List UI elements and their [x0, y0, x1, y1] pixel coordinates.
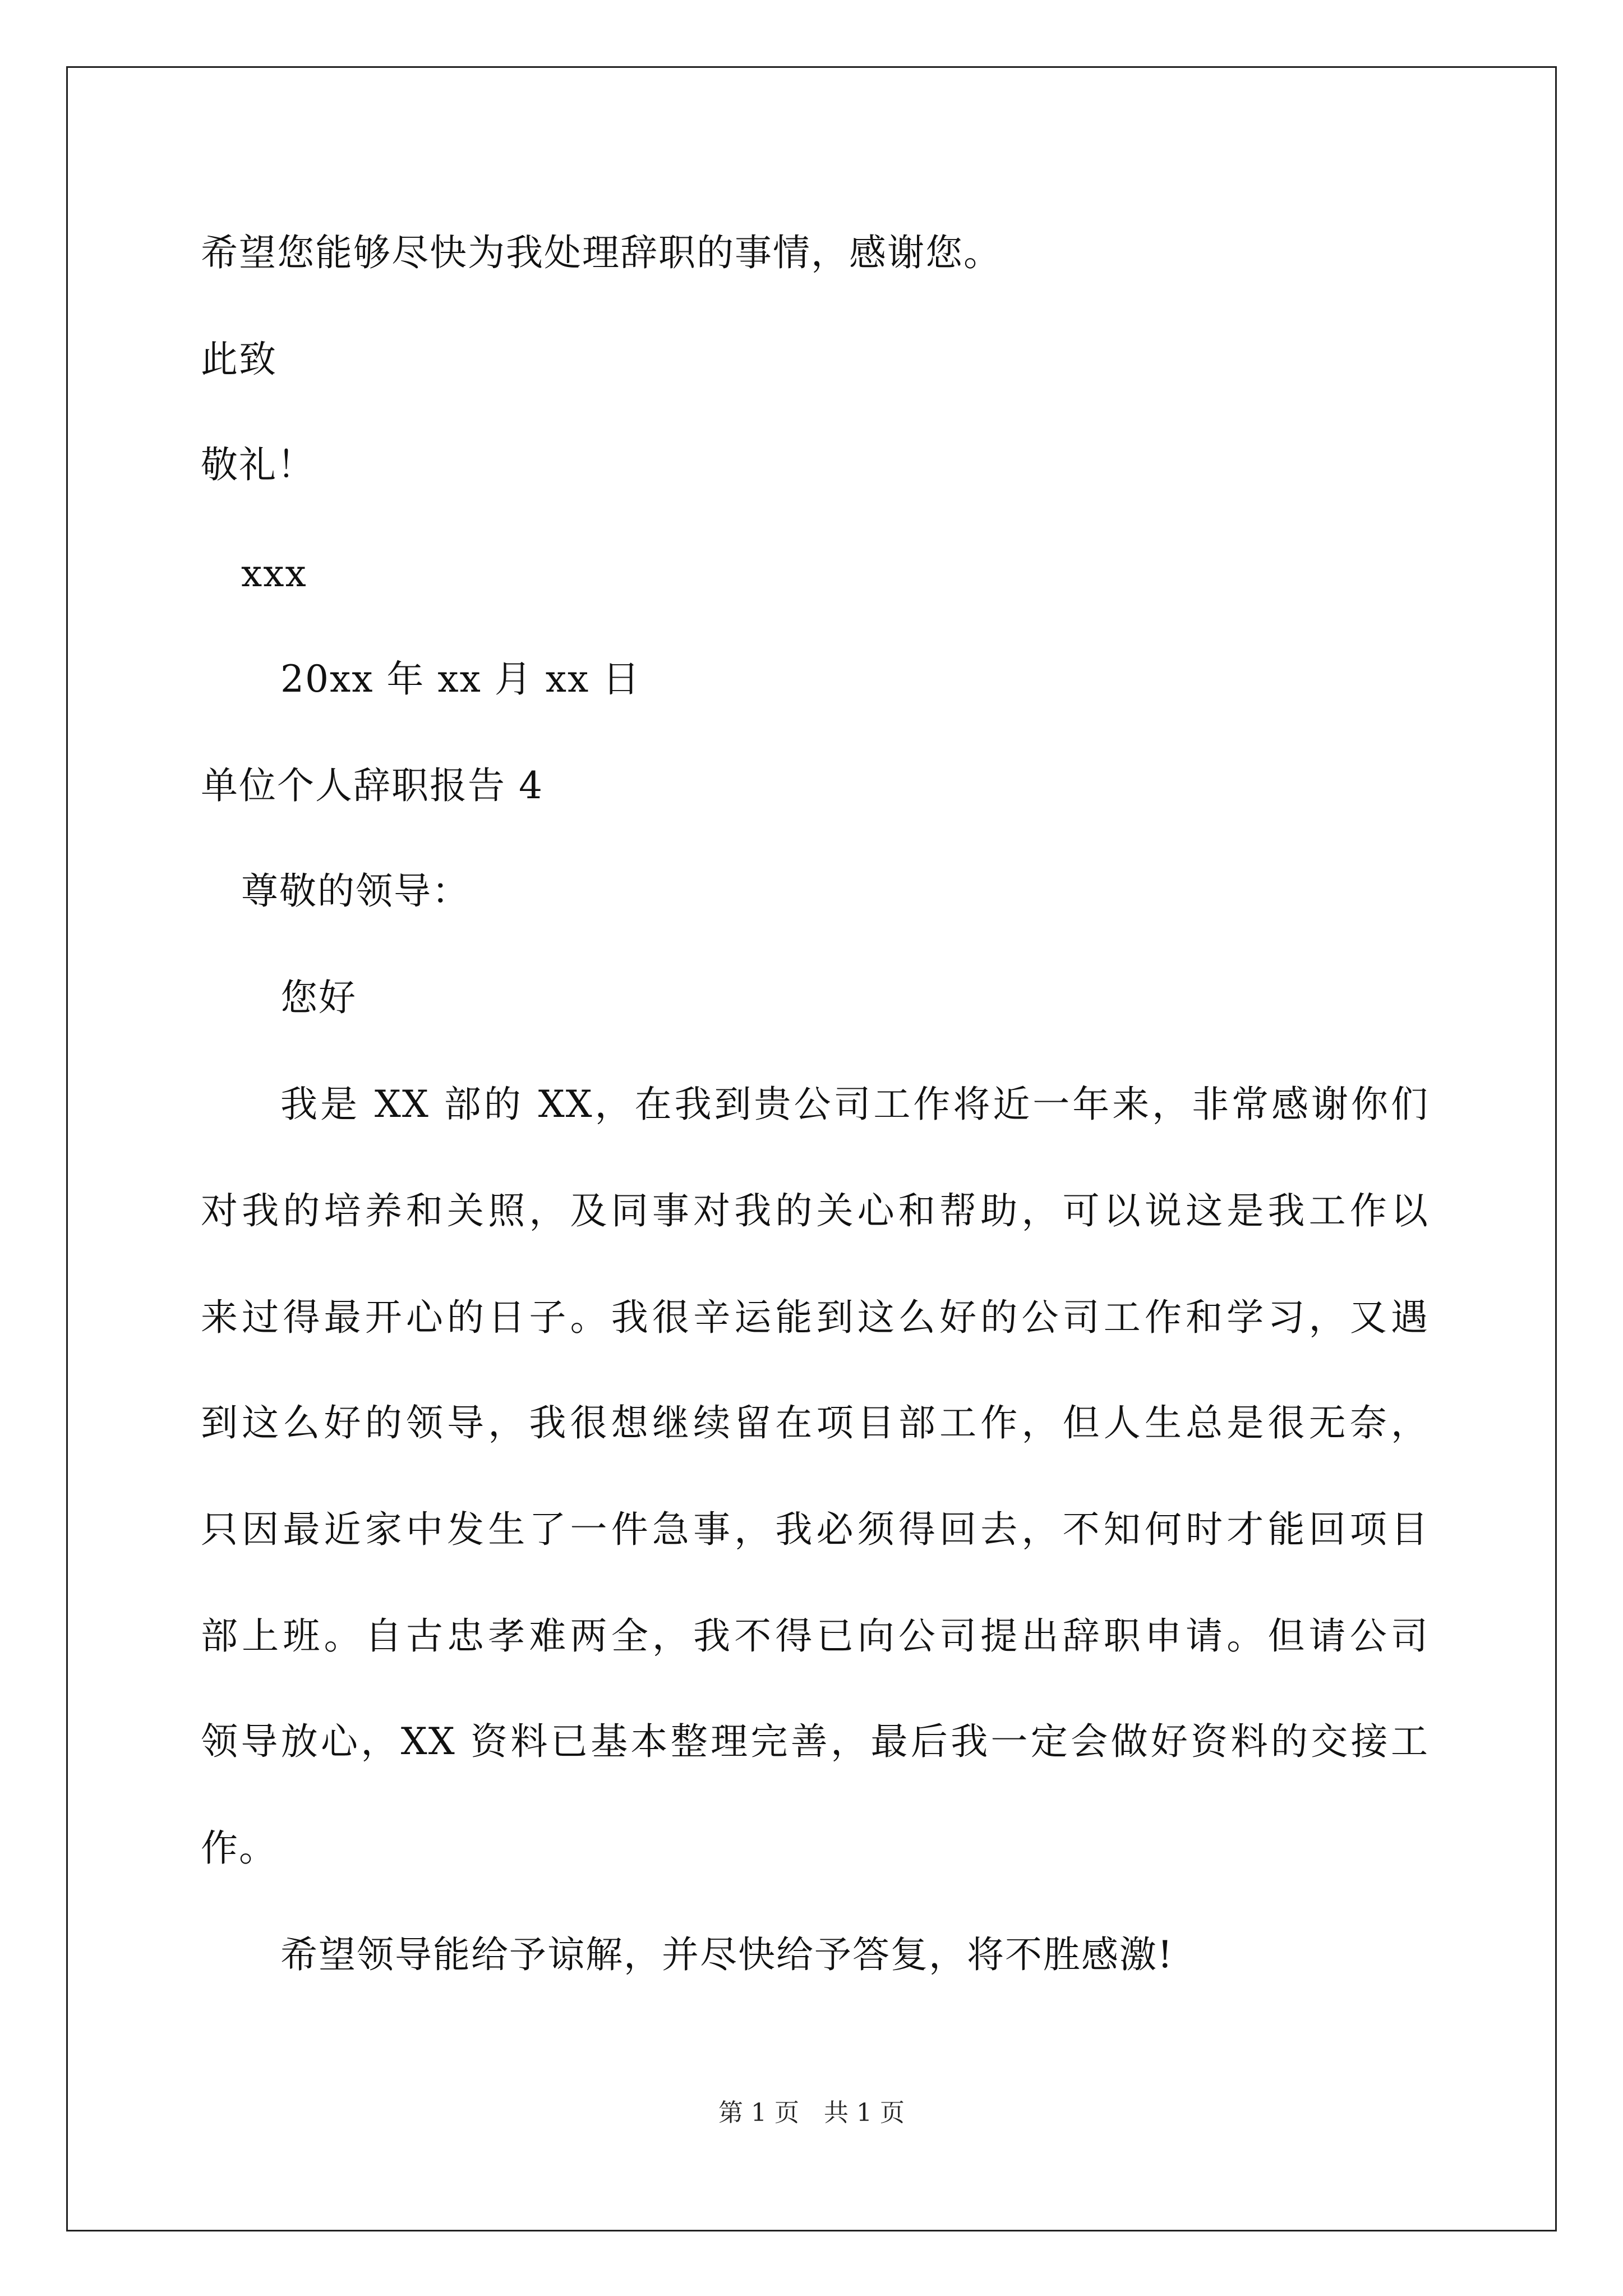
closing-request-line: 希望您能够尽快为我处理辞职的事情，感谢您。: [201, 231, 1002, 274]
closing-hope-line: 希望领导能给予谅解，并尽快给予答复，将不胜感激!: [280, 1933, 1174, 1976]
body-line-1: 我是 XX 部的 XX，在我到贵公司工作将近一年来，非常感谢你们: [280, 1083, 1429, 1126]
body-line-5: 只因最近家中发生了一件急事，我必须得回去，不知何时才能回项目: [201, 1508, 1429, 1551]
greeting-hello: 您好: [280, 976, 357, 1019]
body-line-8: 作。: [201, 1826, 277, 1870]
salutation-cizhi: 此致: [201, 338, 277, 381]
page-footer: 第 1 页 共 1 页: [718, 2099, 905, 2127]
salutation-jingli: 敬礼！: [201, 443, 315, 486]
body-line-6: 部上班。自古忠孝难两全，我不得已向公司提出辞职申请。但请公司: [201, 1614, 1429, 1658]
body-line-2: 对我的培养和关照，及同事对我的关心和帮助，可以说这是我工作以: [201, 1189, 1429, 1232]
signature-date: 20xx 年 xx 月 xx 日: [280, 657, 641, 701]
body-line-3: 来过得最开心的日子。我很辛运能到这么好的公司工作和学习，又遇: [201, 1296, 1429, 1339]
body-line-4: 到这么好的领导，我很想继续留在项目部工作，但人生总是很无奈，: [201, 1401, 1429, 1444]
greeting-recipient: 尊敬的领导：: [241, 869, 470, 913]
page-border: [66, 66, 1557, 2231]
section-title: 单位个人辞职报告 4: [201, 764, 543, 807]
body-line-7: 领导放心，XX 资料已基本整理完善，最后我一定会做好资料的交接工: [201, 1720, 1429, 1763]
signature-name: xxx: [241, 552, 307, 595]
